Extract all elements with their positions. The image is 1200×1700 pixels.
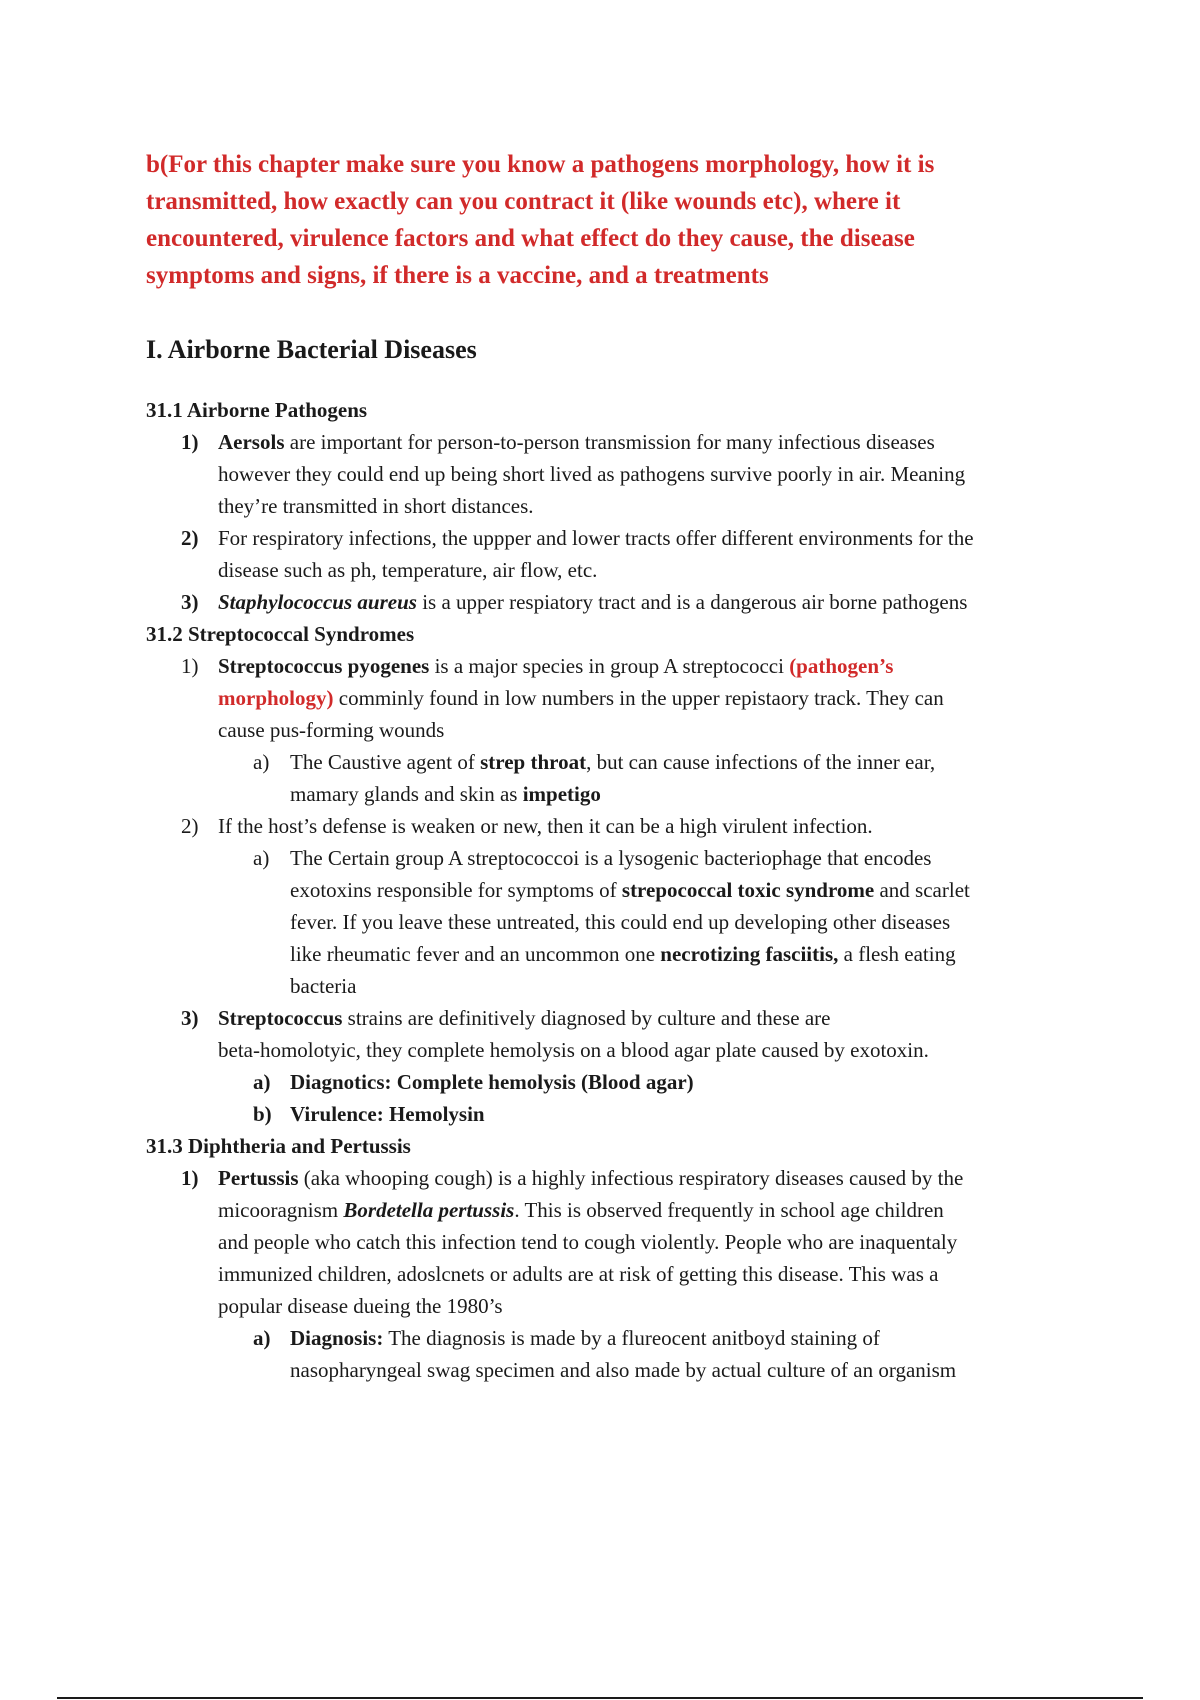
term: necrotizing fasciitis, bbox=[660, 942, 839, 966]
intro-line: encountered, virulence factors and what effect do they cause, the disease bbox=[146, 225, 915, 252]
text: comminly found in low numbers in the upper repistaory track. They can bbox=[333, 686, 944, 710]
list-item bbox=[146, 426, 1096, 522]
text: they’re transmitted in short distances. bbox=[218, 494, 534, 518]
list-marker: 2) bbox=[181, 814, 199, 838]
term: Streptococcus pyogenes bbox=[218, 654, 430, 678]
text: immunized children, adoslcnets or adults are at risk of getting this disease. This was a bbox=[218, 1262, 939, 1286]
text: are important for person-to-person transmission for many infectious diseases bbox=[284, 430, 935, 454]
list-marker: 3) bbox=[181, 590, 199, 614]
text: however they could end up being short lived as pathogens survive poorly in air. Meaning bbox=[218, 462, 966, 486]
text: nasopharyngeal swag specimen and also made by actual culture of an organism bbox=[290, 1358, 957, 1382]
list-item bbox=[146, 1002, 1096, 1066]
list-item bbox=[146, 1322, 1096, 1386]
term: strep throat bbox=[480, 750, 587, 774]
text: (aka whooping cough) is a highly infectious respiratory diseases caused by the bbox=[298, 1166, 964, 1190]
text: fever. If you leave these untreated, this could end up developing other diseases bbox=[290, 910, 951, 934]
subsection-title-31-1: 31.1 Airborne Pathogens bbox=[146, 398, 368, 422]
text: beta-homolotyic, they complete hemolysis on a blood agar plate caused by exotoxin. bbox=[218, 1038, 929, 1062]
subsection-title-31-3: 31.3 Diphtheria and Pertussis bbox=[146, 1134, 411, 1158]
text: exotoxins responsible for symptoms of bbox=[290, 878, 622, 902]
text: Virulence: Hemolysin bbox=[290, 1102, 485, 1126]
text: Diagnotics: Complete hemolysis (Blood agar) bbox=[290, 1070, 694, 1094]
term: Staphylococcus aureus bbox=[218, 590, 417, 614]
term: strepococcal toxic syndrome bbox=[621, 878, 875, 902]
text: popular disease dueing the 1980’s bbox=[218, 1294, 503, 1318]
list-item bbox=[146, 586, 1096, 618]
page-bottom-rule bbox=[57, 1697, 1143, 1699]
highlight: morphology) bbox=[218, 686, 334, 710]
intro-line: symptoms and signs, if there is a vaccine, and a treatments bbox=[146, 262, 769, 289]
term: Streptococcus bbox=[218, 1006, 343, 1030]
text: The diagnosis is made by a flureocent anitboyd staining of bbox=[383, 1326, 880, 1350]
list-item bbox=[146, 810, 1096, 842]
list-item bbox=[146, 1162, 1096, 1322]
list-marker: a) bbox=[253, 750, 270, 774]
text: disease such as ph, temperature, air flow, etc. bbox=[218, 558, 598, 582]
text: For respiratory infections, the uppper and lower tracts offer different environments for the bbox=[218, 526, 974, 550]
list-marker: b) bbox=[253, 1102, 272, 1126]
term: Pertussis bbox=[218, 1166, 299, 1190]
intro-note bbox=[146, 146, 1046, 294]
text: and people who catch this infection tend to cough violently. People who are inaquentaly bbox=[218, 1230, 958, 1254]
highlight: (pathogen’s bbox=[789, 654, 894, 678]
intro-line: transmitted, how exactly can you contract it (like wounds etc), where it bbox=[146, 188, 901, 215]
text: . This is observed frequently in school age children bbox=[514, 1198, 944, 1222]
text: strains are definitively diagnosed by culture and these are bbox=[342, 1006, 831, 1030]
list-marker: 1) bbox=[181, 1166, 199, 1190]
text: a flesh eating bbox=[838, 942, 956, 966]
list-item bbox=[146, 1066, 1096, 1098]
list-marker: 1) bbox=[181, 430, 199, 454]
term: Diagnosis: bbox=[290, 1326, 384, 1350]
text: is a major species in group A streptococci bbox=[429, 654, 790, 678]
text: mamary glands and skin as bbox=[290, 782, 523, 806]
subsection-title-31-2: 31.2 Streptococcal Syndromes bbox=[146, 622, 415, 646]
text: The Caustive agent of bbox=[290, 750, 481, 774]
list-item bbox=[146, 1098, 1096, 1130]
list-item bbox=[146, 522, 1096, 586]
intro-line: b(For this chapter make sure you know a pathogens morphology, how it is bbox=[146, 151, 935, 178]
list-marker: 2) bbox=[181, 526, 199, 550]
text: If the host’s defense is weaken or new, then it can be a high virulent infection. bbox=[218, 814, 873, 838]
text: bacteria bbox=[290, 974, 357, 998]
text: micooragnism bbox=[218, 1198, 344, 1222]
term: Aersols bbox=[218, 430, 285, 454]
list-marker: 3) bbox=[181, 1006, 199, 1030]
text: , but can cause infections of the inner ear, bbox=[586, 750, 936, 774]
text: is a upper respiatory tract and is a dangerous air borne pathogens bbox=[416, 590, 968, 614]
list-marker: a) bbox=[253, 1326, 271, 1350]
list-marker: a) bbox=[253, 1070, 271, 1094]
text: cause pus-forming wounds bbox=[218, 718, 445, 742]
section-title: I. Airborne Bacterial Diseases bbox=[146, 335, 477, 364]
document-page bbox=[146, 146, 1096, 1386]
text: and scarlet bbox=[874, 878, 970, 902]
list-marker: 1) bbox=[181, 654, 199, 678]
text: like rheumatic fever and an uncommon one bbox=[290, 942, 661, 966]
text: The Certain group A streptococcoi is a lysogenic bacteriophage that encodes bbox=[290, 846, 932, 870]
term: impetigo bbox=[522, 782, 601, 806]
list-item bbox=[146, 842, 1096, 1002]
list-marker: a) bbox=[253, 846, 270, 870]
term: Bordetella pertussis bbox=[343, 1198, 515, 1222]
list-item bbox=[146, 746, 1096, 810]
list-item bbox=[146, 650, 1096, 746]
